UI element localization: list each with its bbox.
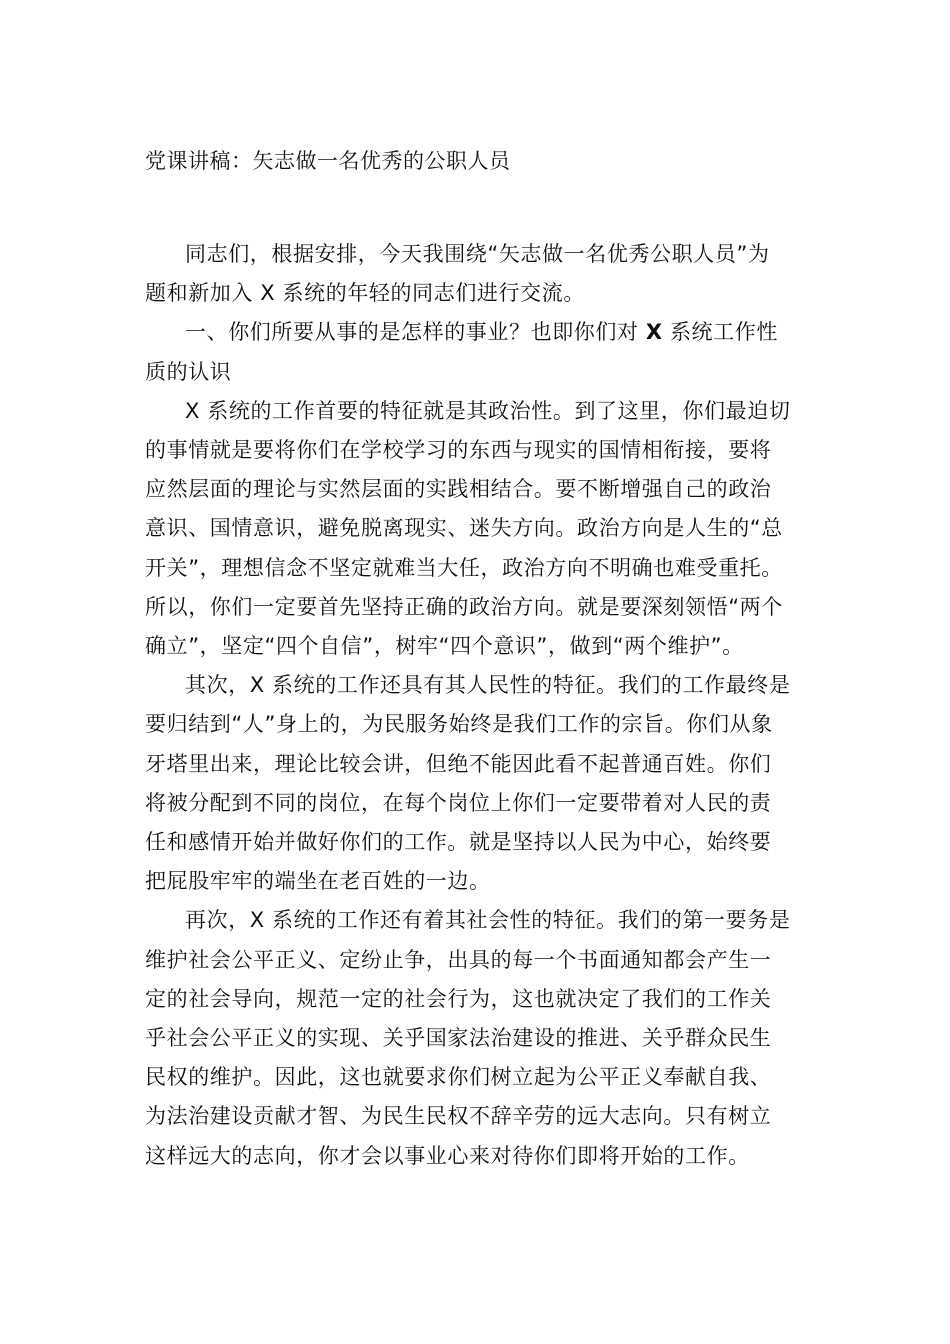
text-line: 这样远大的志向，你才会以事业心来对待你们即将开始的工作。: [145, 1143, 750, 1168]
paragraph-people: [145, 666, 810, 901]
text-line: 把屁股牢牢的端坐在老百姓的一边。: [145, 869, 491, 894]
text-line: 定的社会导向，规范一定的社会行为，这也就决定了我们的工作关: [145, 986, 772, 1011]
text-line: 维护社会公平正义、定纷止争，出具的每一个书面通知都会产生一: [145, 947, 772, 972]
text-line: 任和感情开始并做好你们的工作。就是坚持以人民为中心，始终要: [145, 830, 772, 855]
heading-line: [145, 313, 810, 352]
section-heading: [145, 313, 810, 391]
heading-line: 质的认识: [145, 359, 232, 384]
text-line: 其次，X 系统的工作还具有其人民性的特征。我们的工作最终是: [185, 673, 791, 698]
text-line: 意识、国情意识，避免脱离现实、迷失方向。政治方向是人生的“总: [145, 516, 783, 541]
text-line: 开关”，理想信念不坚定就难当大任，政治方向不明确也难受重托。: [145, 555, 783, 580]
text-line: 将被分配到不同的岗位，在每个岗位上你们一定要带着对人民的责: [145, 790, 772, 815]
document-title: 党课讲稿：矢志做一名优秀的公职人员: [145, 149, 511, 173]
text-line: 乎社会公平正义的实现、关乎国家法治建设的推进、关乎群众民生: [145, 1026, 772, 1051]
text-line: 牙塔里出来，理论比较会讲，但绝不能因此看不起普通百姓。你们: [145, 751, 772, 776]
heading-text: 系统工作性: [662, 320, 778, 345]
document-body: [145, 235, 810, 1176]
text-line: 为法治建设贡献才智、为民生民权不辞辛劳的远大志向。只有树立: [145, 1104, 772, 1129]
heading-text: 一、你们所要从事的是怎样的事业？也即你们对: [185, 320, 646, 345]
text-line: 同志们，根据安排，今天我围绕“矢志做一名优秀公职人员”为: [185, 242, 770, 266]
text-line: 所以，你们一定要首先坚持正确的政治方向。就是要深刻领悟“两个: [145, 594, 783, 619]
text-line: 的事情就是要将你们在学校学习的东西与现实的国情相衔接，要将: [145, 438, 772, 463]
text-line: 应然层面的理论与实然层面的实践相结合。要不断增强自己的政治: [145, 477, 772, 502]
text-line: 确立”，坚定“四个自信”，树牢“四个意识”，做到“两个维护”。: [145, 634, 744, 659]
text-line: 再次，X 系统的工作还有着其社会性的特征。我们的第一要务是: [185, 908, 791, 933]
heading-x-bold: X: [645, 320, 663, 345]
paragraph-opening: [145, 235, 810, 313]
text-line: 民权的维护。因此，这也就要求你们树立起为公平正义奉献自我、: [145, 1065, 772, 1090]
text-line: X 系统的工作首要的特征就是其政治性。到了这里，你们最迫切: [185, 398, 791, 423]
text-line: 要归结到“人”身上的，为民服务始终是我们工作的宗旨。你们从象: [145, 712, 773, 737]
paragraph-political: [145, 392, 810, 666]
paragraph-social: [145, 901, 810, 1175]
text-line: 题和新加入 X 系统的年轻的同志们进行交流。: [145, 281, 585, 306]
